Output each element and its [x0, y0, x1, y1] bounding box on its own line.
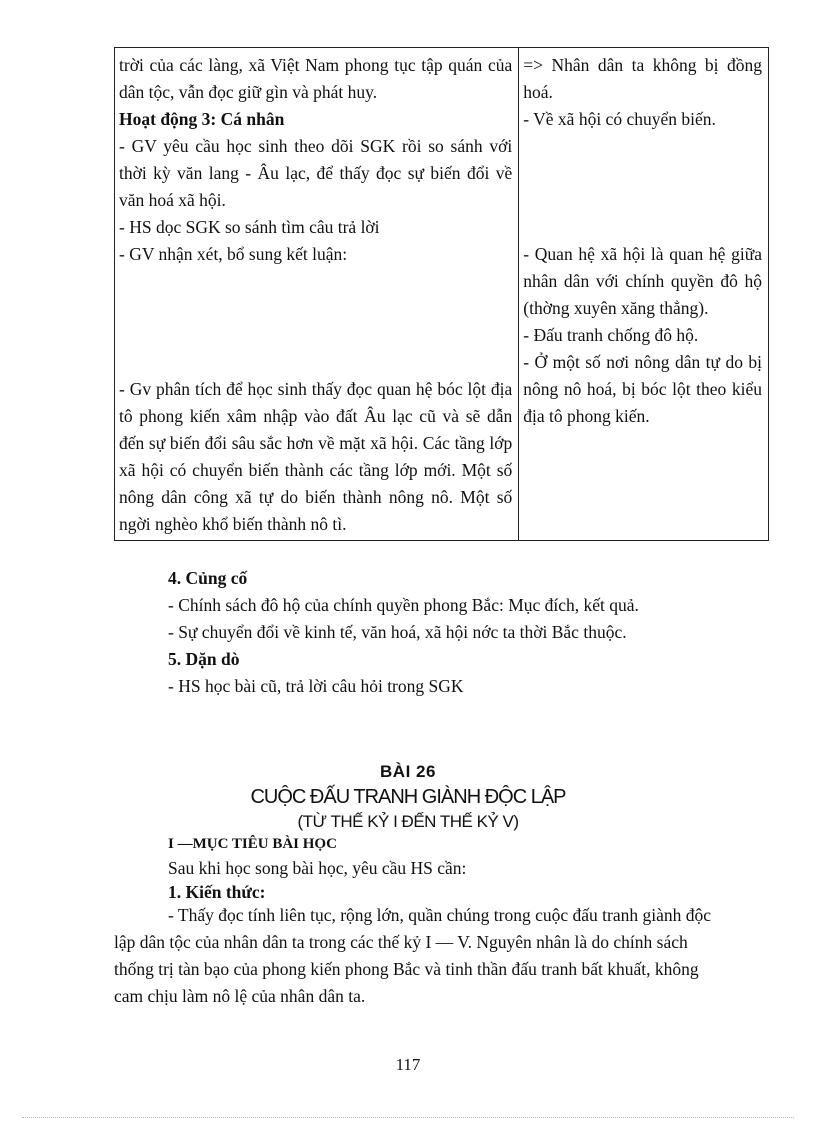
knowledge-heading: 1. Kiến thức:	[168, 882, 266, 902]
homework-heading: 5. Dặn dò	[168, 649, 240, 669]
table-left-paragraph: - HS dọc SGK so sánh tìm câu trả lời	[119, 217, 380, 237]
table-right-paragraph: - Quan hệ xã hội là quan hệ giữa nhân dân với chính quyền đô hộ (thờng xuyên xăng thẳng).	[523, 244, 762, 318]
summary-item: - Chính sách đô hộ của chính quyền phong Bắc: Mục đích, kết quả.	[168, 595, 639, 615]
lesson-table	[114, 47, 769, 541]
knowledge-paragraph	[114, 902, 724, 1010]
table-left-paragraph: - GV yêu cầu học sinh theo dõi SGK rồi so sánh với thời kỳ văn lang - Âu lạc, để thấy đọc sự biến đổi về văn hoá xã hội.	[119, 136, 513, 210]
objectives-intro: Sau khi học song bài học, yêu cầu HS cần:	[168, 858, 467, 878]
knowledge-content-cell	[519, 48, 769, 541]
table-left-paragraph: - GV nhận xét, bổ sung kết luận:	[119, 244, 348, 264]
knowledge-text: - Thấy đọc tính liên tục, rộng lớn, quần chúng trong cuộc đấu tranh giành độc lập dân tộc của nhân dân ta trong các thế kỷ I — V. Nguyên nhân là do chính sách thống trị tàn bạo của phong kiến phong Bắc và tinh thần đấu tranh bất khuất, không cam chịu làm nô lệ của nhân dân ta.	[114, 905, 712, 1006]
table-left-paragraph: - Gv phân tích để học sinh thấy đọc quan hệ bóc lột địa tô phong kiến xâm nhập vào đất Âu lạc cũ và sẽ dẫn đến sự biến đổi sâu sắc hơn về mặt xã hội. Các tầng lớp xã hội có chuyển biến thành các tầng lớp mới. Một số nông dân công xã tự do biến thành nông nô. Một số ngời nghèo khổ biến thành nô tì.	[119, 379, 513, 534]
lesson-title: CUỘC ĐẤU TRANH GIÀNH ĐỘC LẬP	[250, 786, 566, 808]
summary-heading: 4. Củng cố	[168, 568, 248, 588]
lesson-number: BÀI 26	[380, 762, 436, 781]
table-right-paragraph: - Đấu tranh chống đô hộ.	[523, 325, 699, 345]
objectives-section	[168, 832, 466, 904]
teacher-student-activities-cell	[115, 48, 519, 541]
page-border	[22, 1117, 794, 1118]
table-right-paragraph: => Nhân dân ta không bị đồng hoá.	[523, 55, 762, 102]
table-right-paragraph: - Về xã hội có chuyển biến.	[523, 109, 716, 129]
homework-item: - HS học bài cũ, trả lời câu hỏi trong SGK	[168, 676, 464, 696]
page-number: 117	[395, 1055, 421, 1074]
objectives-heading: I —MỤC TIÊU BÀI HỌC	[168, 836, 337, 852]
activity-heading: Hoạt động 3: Cá nhân	[119, 109, 285, 129]
lesson-subtitle: (TỪ THẾ KỶ I ĐẾN THẾ KỶ V)	[297, 812, 519, 831]
table-left-paragraph: trời của các làng, xã Việt Nam phong tục tập quán của dân tộc, vẫn đọc giữ gìn và phát huy.	[119, 55, 513, 102]
summary-section	[168, 565, 639, 700]
summary-item: - Sự chuyển đổi về kinh tế, văn hoá, xã hội nớc ta thời Bắc thuộc.	[168, 622, 627, 642]
table-row	[115, 48, 769, 541]
table-right-paragraph: - Ở một số nơi nông dân tự do bị nông nô hoá, bị bóc lột theo kiểu địa tô phong kiến.	[523, 352, 762, 426]
